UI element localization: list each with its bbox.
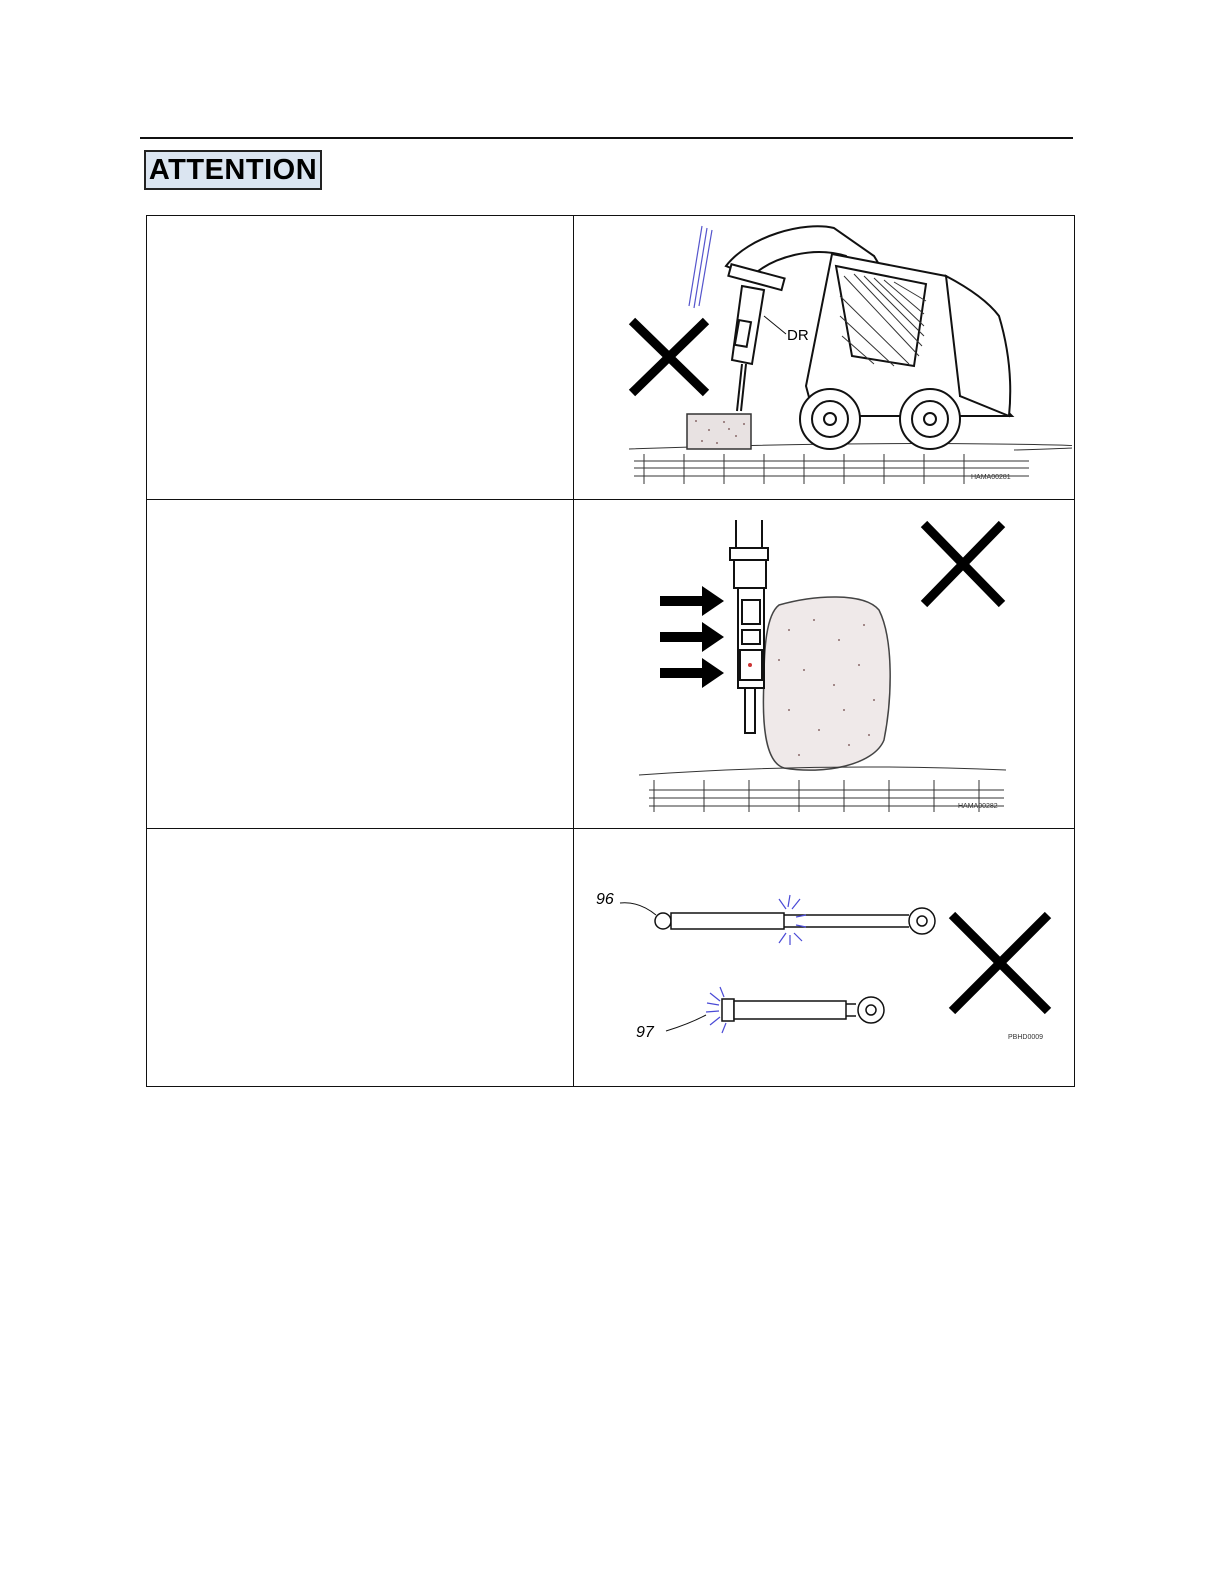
hydraulic-cylinder-2 [722, 997, 884, 1023]
wheel-rear [900, 389, 960, 449]
figure-cell [574, 216, 1075, 500]
prohibited-x-icon [952, 915, 1048, 1011]
breaker-indicator [748, 663, 752, 667]
row-text-cell [147, 500, 574, 829]
ground [639, 767, 1006, 812]
table-row [147, 500, 1075, 829]
dr-leader-line [764, 316, 786, 334]
skid-steer-breaker-illustration [574, 216, 1072, 498]
attention-badge: ATTENTION [144, 150, 322, 190]
boulder [763, 597, 890, 770]
cylinder-leak-illustration [574, 829, 1072, 1084]
rock-block [687, 414, 751, 449]
vibration-lines [689, 226, 712, 308]
callout-97: 97 [636, 1024, 654, 1041]
row-text-cell [147, 216, 574, 500]
force-arrows [660, 586, 724, 688]
warning-table [146, 215, 1075, 1087]
hydraulic-breaker [730, 520, 768, 733]
table-row [147, 829, 1075, 1087]
leader-97 [666, 1015, 706, 1031]
hydraulic-breaker [728, 264, 784, 411]
row-text-cell [147, 829, 574, 1087]
prohibited-x-icon [632, 321, 706, 393]
figure-id: HAMA00282 [958, 803, 998, 810]
callout-dr: DR [787, 327, 809, 344]
prohibited-x-icon [924, 524, 1002, 604]
wheel-front [800, 389, 860, 449]
callout-96: 96 [596, 891, 614, 908]
figure-id: HAMA00281 [971, 474, 1011, 481]
breaker-side-force-illustration [574, 500, 1072, 826]
table-row [147, 216, 1075, 500]
figure-cell [574, 829, 1075, 1087]
leader-96 [620, 903, 656, 915]
figure-cell [574, 500, 1075, 829]
figure-id: PBHD0009 [1008, 1034, 1044, 1041]
hydraulic-cylinder-1 [655, 908, 935, 934]
header-rule [140, 137, 1073, 139]
